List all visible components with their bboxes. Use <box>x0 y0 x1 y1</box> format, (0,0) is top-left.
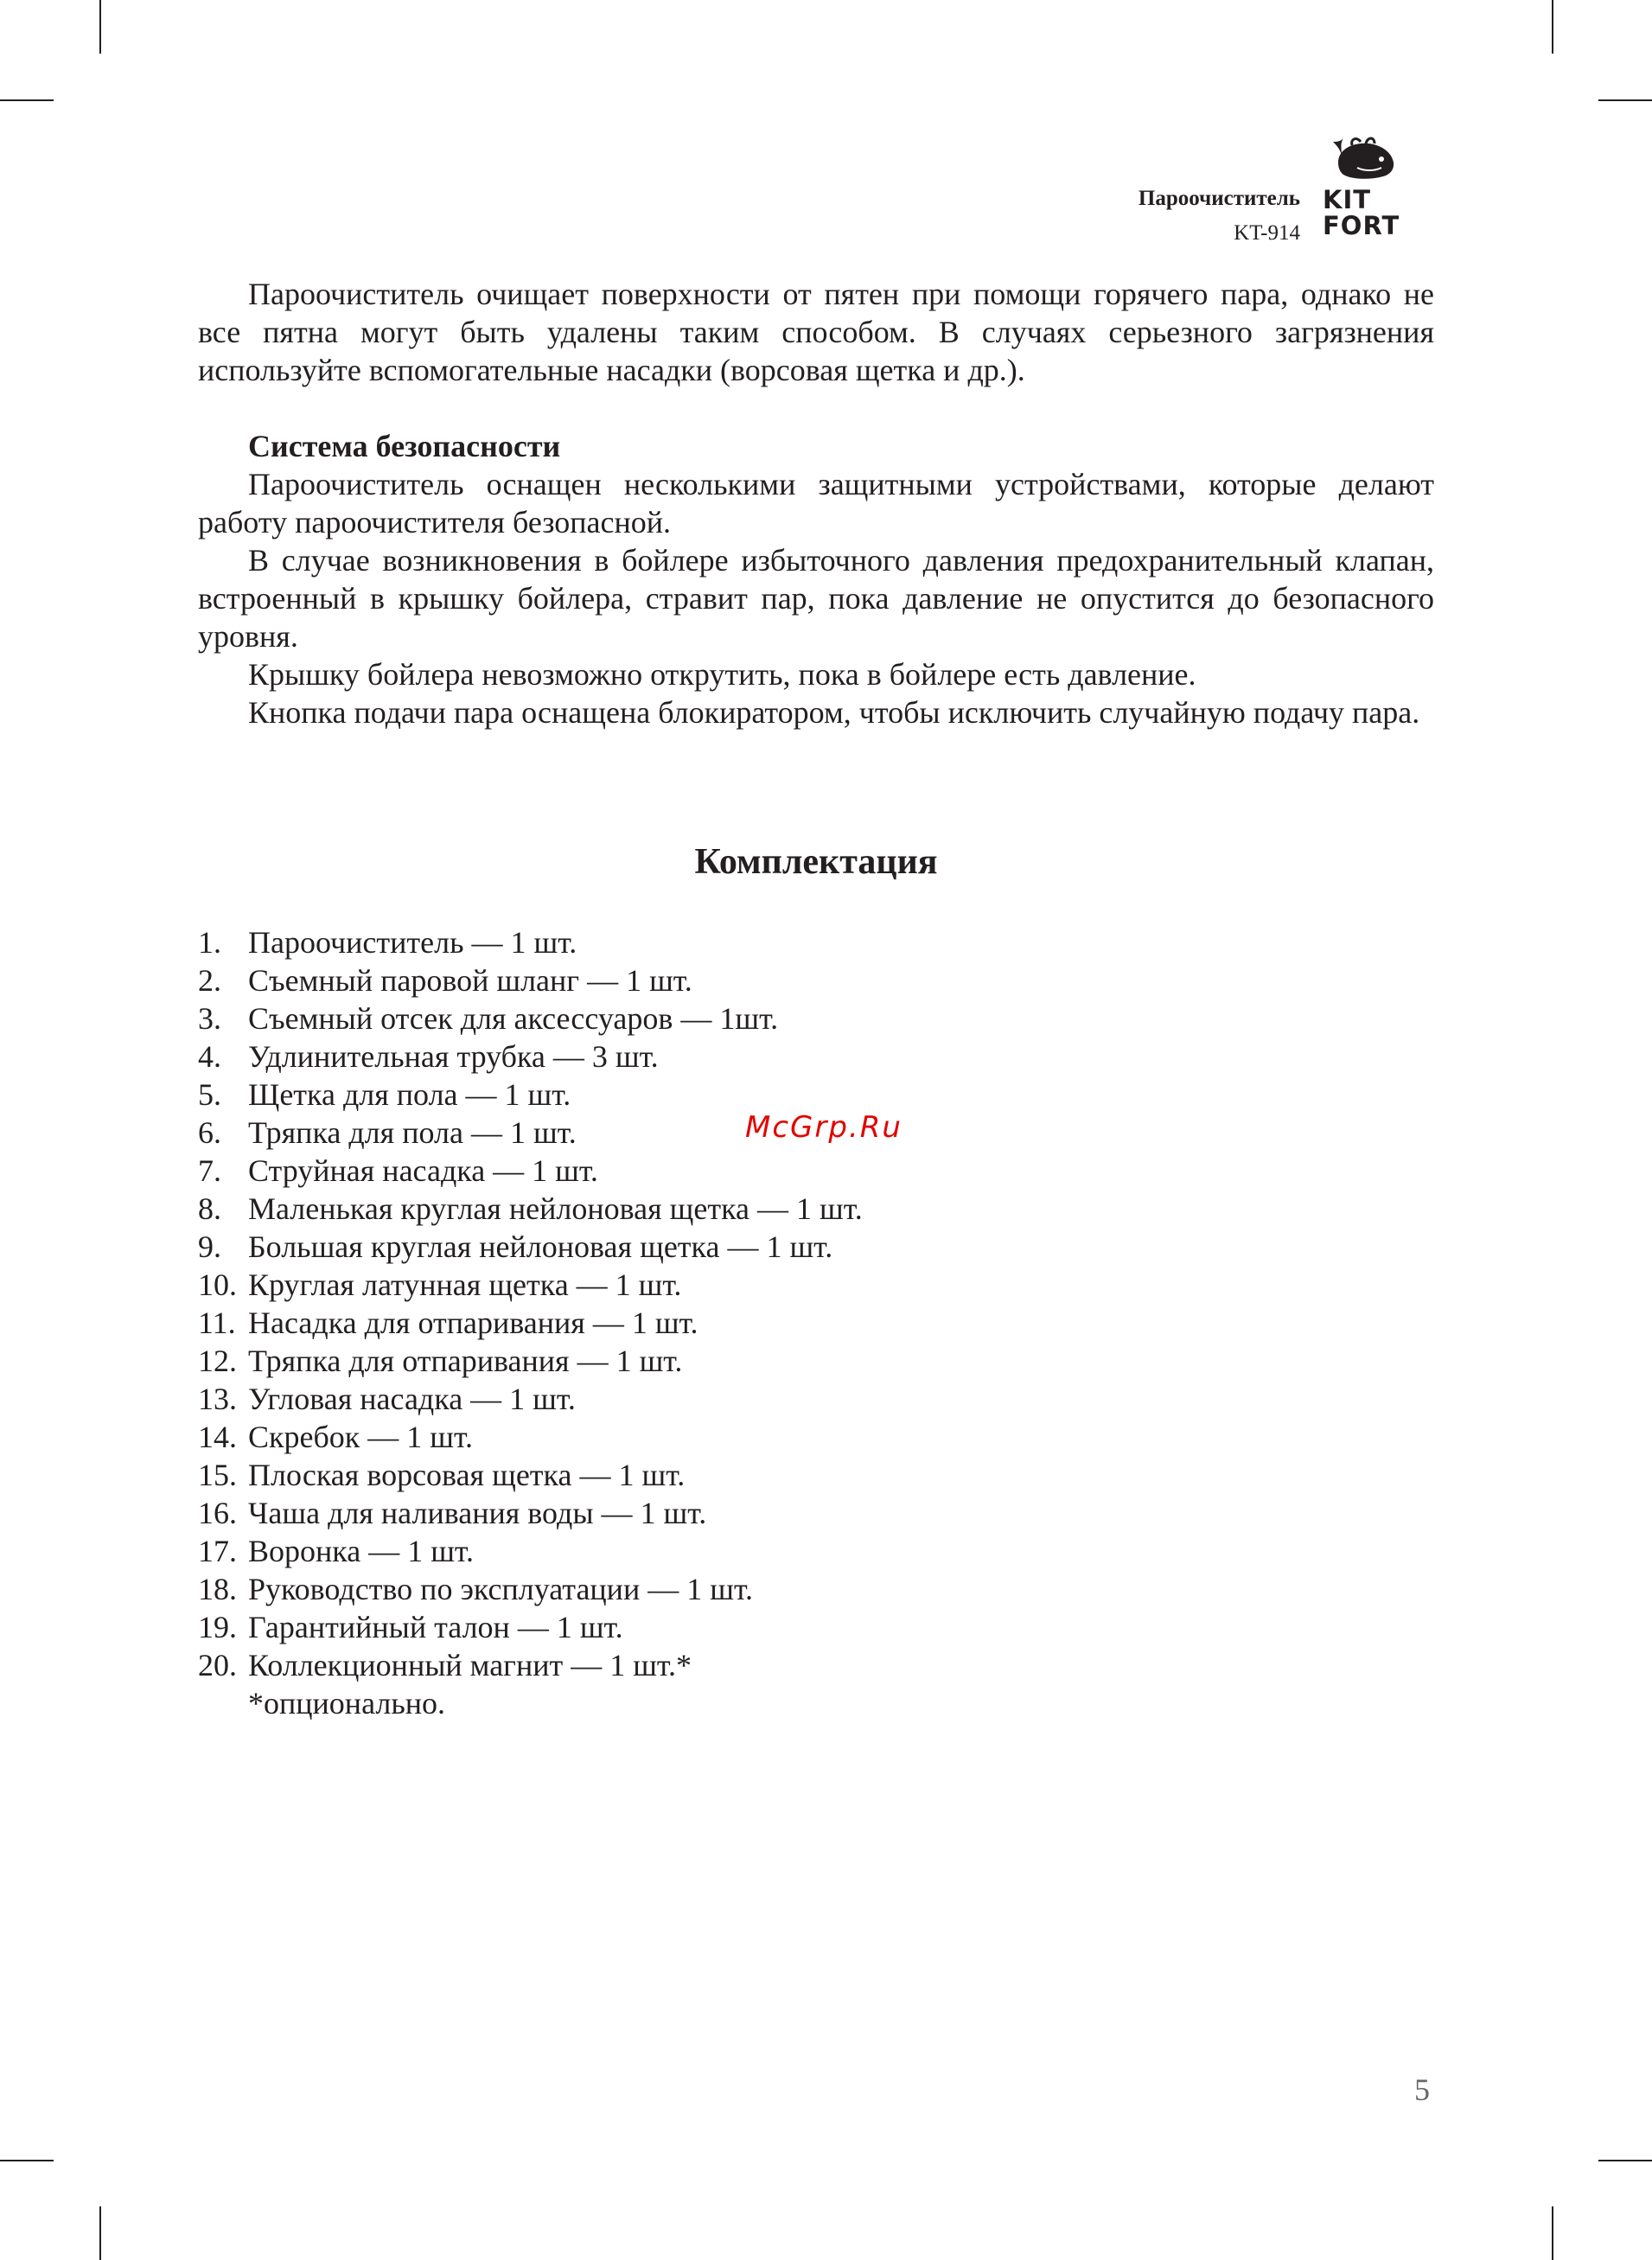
list-item <box>198 1190 1434 1228</box>
item-number: 9. <box>198 1229 221 1264</box>
item-text: Скребок — 1 шт. <box>248 1420 474 1454</box>
page-number: 5 <box>1414 2072 1430 2107</box>
item-number: 18. <box>198 1572 237 1606</box>
item-text: Воронка — 1 шт. <box>248 1534 474 1568</box>
intro-paragraph: Пароочиститель очищает поверхности от пятен при помощи горячего пара, однако не все пятна могут быть удалены таким способом. В случаях серьезного загрязнения используйте вспомогательные насадки (ворсовая щетка и др.). <box>198 277 1434 387</box>
item-number: 19. <box>198 1610 237 1644</box>
watermark: McGrp.Ru <box>745 1110 903 1145</box>
list-item <box>198 1456 1434 1494</box>
list-item <box>198 1152 1434 1190</box>
item-text: Щетка для пола — 1 шт. <box>248 1077 571 1112</box>
safety-paragraph: В случае возникновения в бойлере избыточного давления предохранительный клапан, встроенный в крышку бойлера, стравит пар, пока давление не опустится до безопасного уровня. <box>198 543 1434 654</box>
footnote: *опционально. <box>248 1686 446 1721</box>
list-item <box>198 1037 1434 1076</box>
safety-paragraph: Пароочиститель оснащен несколькими защитными устройствами, которые делают работу пароочистителя безопасной. <box>198 467 1434 539</box>
brand-logo <box>1323 137 1435 240</box>
list-item <box>198 1494 1434 1532</box>
list-item <box>198 961 1434 999</box>
item-number: 17. <box>198 1534 237 1568</box>
item-text: Съемный отсек для аксессуаров — 1шт. <box>248 1001 779 1036</box>
item-text: Струйная насадка — 1 шт. <box>248 1153 598 1188</box>
item-number: 10. <box>198 1267 237 1302</box>
contents-list <box>198 923 1434 1684</box>
item-text: Тряпка для пола — 1 шт. <box>248 1115 577 1150</box>
item-number: 4. <box>198 1039 221 1074</box>
brand-line-2: FORT <box>1323 211 1400 240</box>
item-number: 5. <box>198 1077 221 1112</box>
item-number: 12. <box>198 1344 237 1378</box>
item-text: Удлинительная трубка — 3 шт. <box>248 1039 659 1074</box>
intro-block <box>198 275 1434 389</box>
running-header <box>1139 182 1300 251</box>
item-number: 14. <box>198 1420 237 1454</box>
safety-paragraph: Кнопка подачи пара оснащена блокиратором, чтобы исключить случайную подачу пара. <box>248 695 1420 730</box>
crop-mark <box>1598 99 1652 101</box>
list-item <box>198 999 1434 1037</box>
section-title: Комплектация <box>694 842 938 882</box>
header-model: KT-914 <box>1234 221 1300 245</box>
item-text: Маленькая круглая нейлоновая щетка — 1 шт. <box>248 1191 863 1226</box>
item-text: Пароочиститель — 1 шт. <box>248 925 577 960</box>
list-item <box>198 1266 1434 1304</box>
crop-mark <box>1598 2160 1652 2161</box>
safety-heading: Система безопасности <box>248 429 561 463</box>
whale-icon <box>1331 137 1400 182</box>
list-item <box>198 923 1434 961</box>
item-number: 15. <box>198 1458 237 1492</box>
item-text: Тряпка для отпаривания — 1 шт. <box>248 1344 683 1378</box>
crop-mark <box>1552 0 1553 54</box>
item-text: Насадка для отпаривания — 1 шт. <box>248 1306 698 1340</box>
list-item <box>198 1076 1434 1114</box>
item-text: Коллекционный магнит — 1 шт.* <box>248 1648 692 1682</box>
crop-mark <box>0 99 54 101</box>
item-text: Плоская ворсовая щетка — 1 шт. <box>248 1458 686 1492</box>
item-text: Съемный паровой шланг — 1 шт. <box>248 963 692 998</box>
item-number: 13. <box>198 1382 237 1416</box>
item-text: Руководство по эксплуатации — 1 шт. <box>248 1572 753 1606</box>
list-item <box>198 1646 1434 1684</box>
item-number: 6. <box>198 1115 221 1150</box>
list-item <box>198 1608 1434 1646</box>
item-number: 11. <box>198 1306 236 1340</box>
brand-line-1: KIT <box>1323 185 1372 214</box>
crop-mark <box>1552 2206 1553 2260</box>
item-number: 7. <box>198 1153 221 1188</box>
item-text: Круглая латунная щетка — 1 шт. <box>248 1267 682 1302</box>
item-text: Угловая насадка — 1 шт. <box>248 1382 576 1416</box>
list-item <box>198 1304 1434 1342</box>
item-number: 8. <box>198 1191 221 1226</box>
crop-mark <box>99 2206 101 2260</box>
crop-mark <box>99 0 101 54</box>
item-text: Гарантийный талон — 1 шт. <box>248 1610 623 1644</box>
safety-section <box>198 427 1434 731</box>
item-text: Большая круглая нейлоновая щетка — 1 шт. <box>248 1229 833 1264</box>
list-item <box>198 1228 1434 1266</box>
brand-wordmark <box>1323 187 1400 239</box>
item-number: 3. <box>198 1001 221 1036</box>
safety-paragraph: Крышку бойлера невозможно открутить, пока в бойлере есть давление. <box>248 657 1196 692</box>
list-item <box>198 1532 1434 1570</box>
list-item <box>198 1342 1434 1380</box>
item-number: 20. <box>198 1648 237 1682</box>
list-item <box>198 1570 1434 1608</box>
item-number: 1. <box>198 925 221 960</box>
header-title: Пароочиститель <box>1138 187 1300 210</box>
list-item <box>198 1418 1434 1456</box>
item-number: 16. <box>198 1496 237 1530</box>
crop-mark <box>0 2160 54 2161</box>
item-number: 2. <box>198 963 221 998</box>
item-text: Чаша для наливания воды — 1 шт. <box>248 1496 707 1530</box>
list-item <box>198 1380 1434 1418</box>
